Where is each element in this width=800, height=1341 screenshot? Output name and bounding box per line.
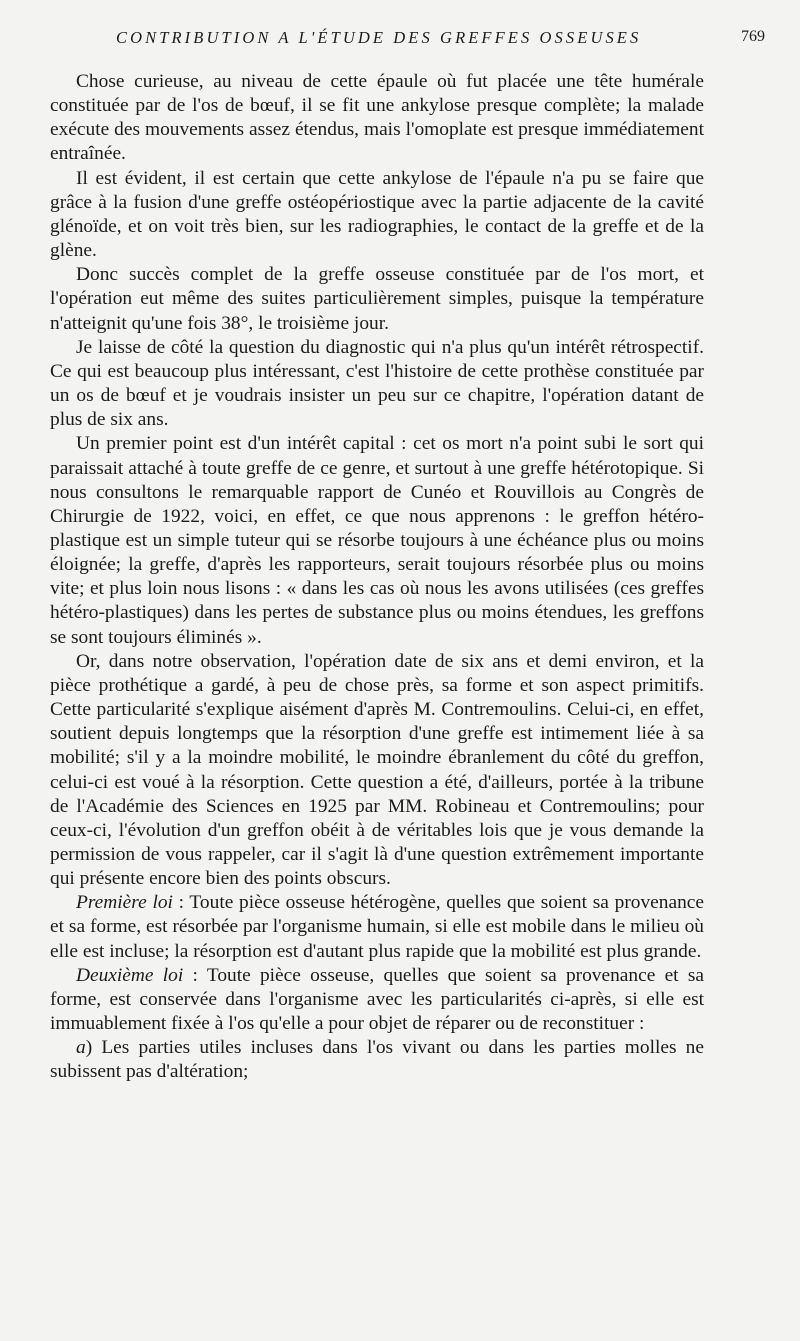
second-law-label: Deuxième loi <box>76 964 184 986</box>
sub-item-paragraph <box>50 1036 704 1084</box>
running-header <box>50 28 765 52</box>
paragraph: Or, dans notre observation, l'opération date de six ans et demi environ, et la pièce prothétique a gardé, à peu de chose près, sa forme et son aspect primitifs. Cette particularité s'explique aisément d'après M. Contremoulins. Celui-ci, en effet, soutient depuis longtemps que la résorption d'une greffe est intimement liée à sa mobilité; s'il y a la moindre mobilité, le moindre ébranlement du côté du greffon, celui-ci est voué à la résorption. Cette question a été, d'ailleurs, portée à la tribune de l'Académie des Sciences en 1925 par MM. Robineau et Contremoulins; pour ceux-ci, l'évolution d'un greffon obéit à de véritables lois que je vous demande la permission de vous rappeler, car il s'agit là d'une question extrêmement importante qui présente encore bien des points obscurs. <box>50 650 704 890</box>
running-title: CONTRIBUTION A L'ÉTUDE DES GREFFES OSSEUSES <box>116 28 642 47</box>
second-law-text: : Toute pièce osseuse, quelles que soient sa provenance et sa forme, est conservée dans l'organisme avec les particularités ci-après, si elle est immuablement fixée à l'os qu'elle a pour objet de réparer ou de reconstituer : <box>50 964 704 1035</box>
paragraph: Chose curieuse, au niveau de cette épaule où fut placée une tête humérale constituée par de l'os de bœuf, il se fit une ankylose presque complète; la malade exécute des mouvements assez étendus, mais l'omoplate est presque immédiatement entraînée. <box>50 71 704 165</box>
second-law-paragraph <box>50 964 704 1036</box>
first-law-text: : Toute pièce osseuse hétérogène, quelles que soient sa provenance et sa forme, est résorbée par l'organisme humain, si elle est mobile dans le milieu où elle est incluse; la résorption est d'autant plus rapide que la mobilité est plus grande. <box>50 892 704 962</box>
paragraph: Un premier point est d'un intérêt capital : cet os mort n'a point subi le sort qui paraissait attaché à toute greffe de ce genre, et surtout à une greffe hétérotopique. Si nous consultons le remarquable rapport de Cunéo et Rouvillois au Congrès de Chirurgie de 1922, voici, en effet, ce que nous apprenons : le greffon hétéro-plastique est un simple tuteur qui se résorbe toujours à une échéance plus ou moins éloignée; la greffe, d'après les rapporteurs, serait toujours résorbée plus ou moins vite; et plus loin nous lisons : « dans les cas où nous les avons utilisées (ces greffes hétéro-plastiques) dans les pertes de substance plus ou moins étendues, les greffons se sont toujours éliminés ». <box>50 433 704 648</box>
page-number: 769 <box>741 28 765 45</box>
first-law-paragraph <box>50 891 704 963</box>
sub-item-marker: a <box>76 1037 86 1059</box>
paragraph: Donc succès complet de la greffe osseuse constituée par de l'os mort, et l'opération eut même des suites particulièrement simples, puisque la température n'atteignit qu'une fois 38°, le troisième jour. <box>50 264 704 334</box>
body-text <box>50 70 704 1085</box>
paragraph: Je laisse de côté la question du diagnostic qui n'a plus qu'un intérêt rétrospectif. Ce qui est beaucoup plus intéressant, c'est l'histoire de cette prothèse constituée par un os de bœuf et je voudrais insister un peu sur ce chapitre, l'opération datant de plus de six ans. <box>50 336 704 431</box>
paragraph: Il est évident, il est certain que cette ankylose de l'épaule n'a pu se faire que grâce à la fusion d'une greffe ostéopériostique avec la partie adjacente de la cavité glénoïde, et on voit très bien, sur les radiographies, le contact de la greffe et de la glène. <box>50 167 704 262</box>
sub-item-text: ) Les parties utiles incluses dans l'os vivant ou dans les parties molles ne subissent pas d'altération; <box>50 1037 704 1083</box>
first-law-label: Première loi <box>76 892 173 914</box>
